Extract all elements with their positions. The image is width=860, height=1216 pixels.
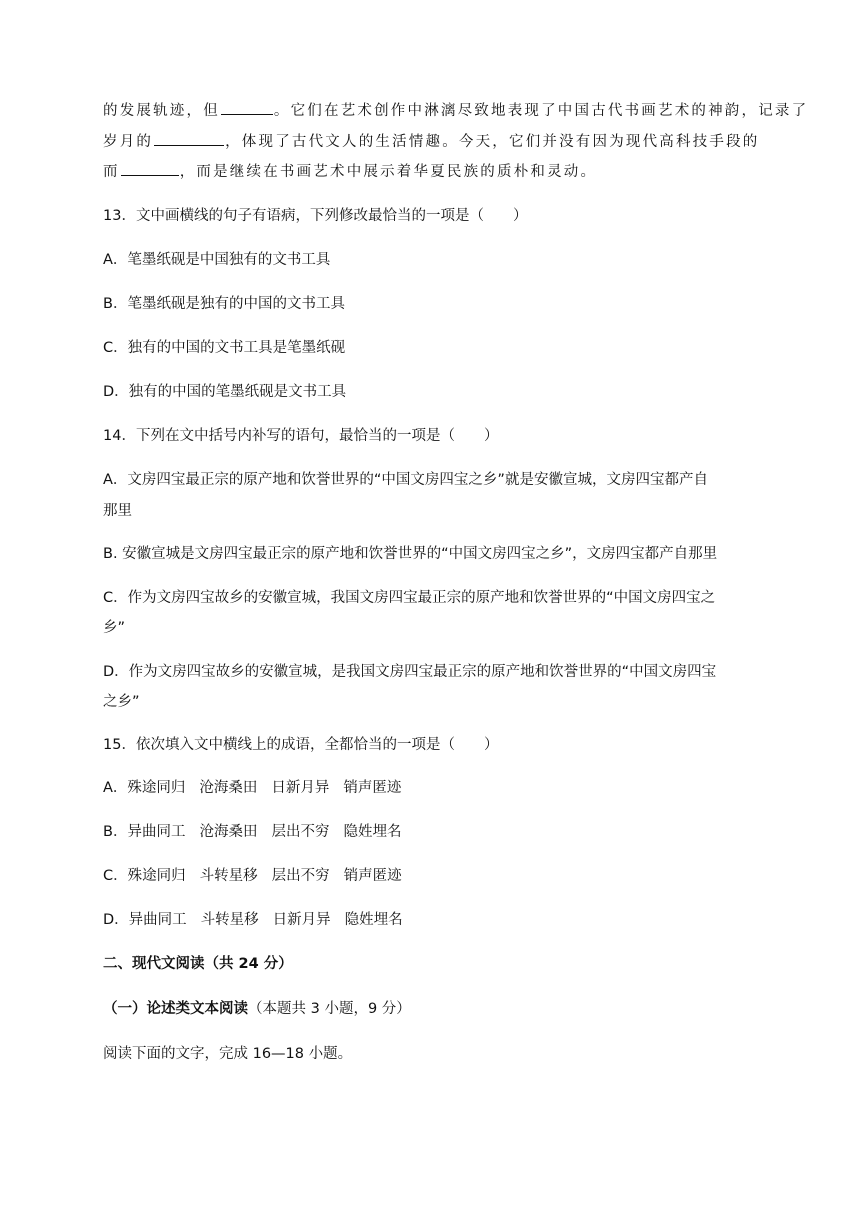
idiom: 沧海桑田 (199, 780, 258, 796)
subsection-title: （一）论述类文本阅读 (103, 1001, 248, 1017)
idiom: 异曲同工 (128, 912, 187, 928)
passage-text: 岁月的 (103, 134, 154, 150)
q13-option-d: D．独有的中国的笔墨纸砚是文书工具 (103, 384, 347, 400)
idiom: 隐姓埋名 (343, 824, 402, 840)
q14-option-a-line1: A．文房四宝最正宗的原产地和饮誉世界的“中国文房四宝之乡”就是安徽宣城，文房四宝都产自 (103, 472, 708, 488)
q15-stem: 15．依次填入文中横线上的成语，全都恰当的一项是（ ） (103, 737, 499, 753)
q15-option-d (103, 910, 403, 930)
q15-option-c (103, 866, 402, 886)
idiom: 销声匿迹 (343, 868, 402, 884)
q13-option-c: C．独有的中国的文书工具是笔墨纸砚 (103, 340, 346, 356)
idiom: 日新月异 (271, 780, 330, 796)
q15-option-a (103, 778, 401, 798)
fill-blank (154, 132, 224, 146)
q13-stem: 13．文中画横线的句子有语病，下列修改最恰当的一项是（ ） (103, 208, 528, 224)
idiom: 沧海桑田 (199, 824, 258, 840)
passage-line-3 (103, 162, 597, 182)
q14-option-a-line2: 那里 (103, 503, 132, 519)
passage-text: 的发展轨迹，但 (103, 103, 220, 119)
section-heading: 二、现代文阅读（共 24 分） (103, 956, 293, 972)
passage-line-2 (103, 132, 760, 152)
q14-option-d-line2: 之乡” (103, 694, 140, 710)
q14-option-b: B. 安徽宣城是文房四宝最正宗的原产地和饮誉世界的“中国文房四宝之乡”，文房四宝都产自那里 (103, 546, 718, 562)
option-letter: D． (103, 912, 129, 928)
q13-option-b: B．笔墨纸砚是独有的中国的文书工具 (103, 296, 345, 312)
passage-text: 。它们在艺术创作中淋漓尽致地表现了中国古代书画艺术的神韵，记录了 (273, 103, 809, 119)
idiom: 隐姓埋名 (344, 912, 403, 928)
idiom: 斗转星移 (200, 912, 259, 928)
idiom: 殊途同归 (127, 868, 186, 884)
idiom: 日新月异 (272, 912, 331, 928)
passage-text: ，体现了古代文人的生活情趣。今天，它们并没有因为现代高科技手段的 (225, 134, 760, 150)
fill-blank (221, 101, 273, 115)
idiom: 异曲同工 (127, 824, 186, 840)
q15-option-b (103, 822, 401, 842)
idiom: 层出不穷 (271, 868, 330, 884)
q14-option-c-line1: C．作为文房四宝故乡的安徽宣城，我国文房四宝最正宗的原产地和饮誉世界的“中国文房四宝之 (103, 590, 716, 606)
idiom: 层出不穷 (271, 824, 330, 840)
q13-option-a: A．笔墨纸砚是中国独有的文书工具 (103, 252, 331, 268)
subsection-heading (103, 999, 411, 1019)
passage-text: ，而是继续在书画艺术中展示着华夏民族的质朴和灵动。 (179, 164, 598, 180)
subsection-note: （本题共 3 小题，9 分） (248, 1001, 411, 1017)
option-letter: B． (103, 824, 128, 840)
fill-blank (121, 162, 179, 176)
passage-text: 而 (103, 164, 120, 180)
idiom: 销声匿迹 (343, 780, 402, 796)
q14-option-c-line2: 乡” (103, 620, 126, 636)
option-letter: C． (103, 868, 128, 884)
idiom: 殊途同归 (127, 780, 186, 796)
idiom: 斗转星移 (199, 868, 258, 884)
passage-line-1 (103, 101, 808, 121)
reading-instruction: 阅读下面的文字，完成 16—18 小题。 (103, 1046, 353, 1062)
q14-stem: 14．下列在文中括号内补写的语句，最恰当的一项是（ ） (103, 428, 499, 444)
option-letter: A． (103, 780, 128, 796)
q14-option-d-line1: D．作为文房四宝故乡的安徽宣城，是我国文房四宝最正宗的原产地和饮誉世界的“中国文房四宝 (103, 664, 717, 680)
